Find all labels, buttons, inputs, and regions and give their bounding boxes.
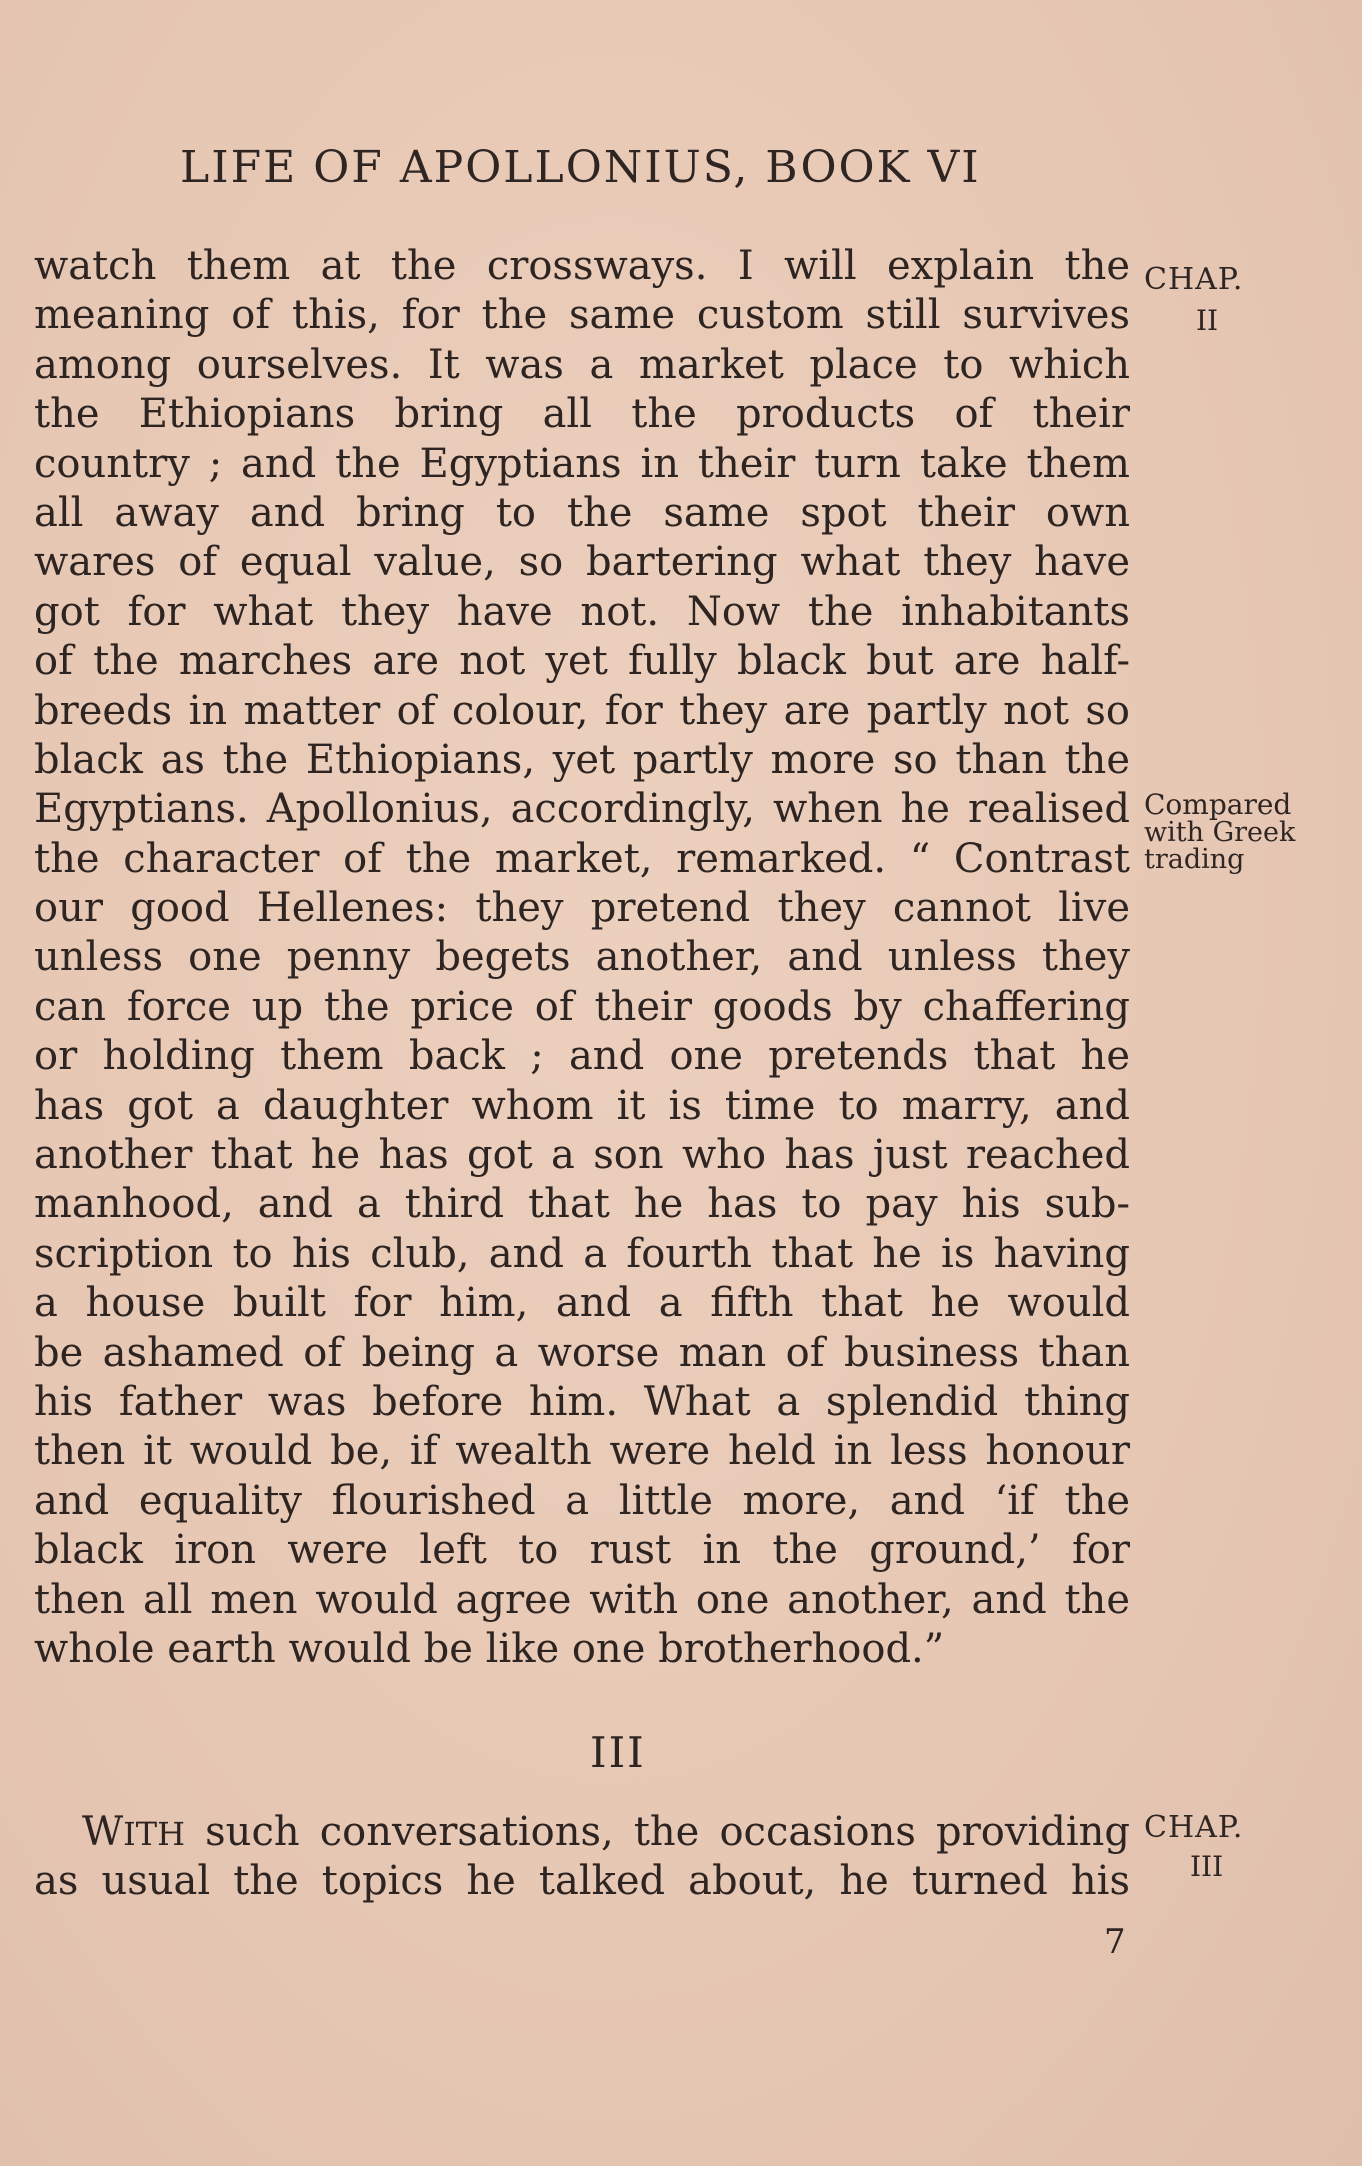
page-number: 7 — [1104, 1922, 1126, 1962]
sidenote-line: with Greek — [1144, 817, 1296, 848]
chap-label: CHAP. — [1144, 1810, 1244, 1845]
chap-number: II — [1196, 304, 1219, 337]
initial-letter: W — [82, 1809, 124, 1855]
running-head: LIFE OF APOLLONIUS, BOOK VI — [180, 142, 981, 193]
text-line: unless one penny begets another, and unless they — [34, 934, 1130, 981]
text-line — [34, 1808, 1130, 1857]
text-line: got for what they have not. Now the inhabitants — [34, 588, 1130, 635]
text-line: scription to his club, and a fourth that he is having — [34, 1230, 1130, 1277]
main-text-block — [34, 242, 1130, 1674]
text-line: breeds in matter of colour, for they are partly not so — [34, 687, 1130, 734]
text-line: or holding them back ; and one pretends that he — [34, 1033, 1130, 1080]
text-line: another that he has got a son who has just reached — [34, 1132, 1130, 1179]
text-line: meaning of this, for the same custom still survives — [34, 292, 1130, 339]
text-line: among ourselves. It was a market place to which — [34, 341, 1130, 388]
initial-word-rest: ITH — [123, 1815, 186, 1853]
line-text: such conversations, the occasions providing — [185, 1809, 1130, 1855]
text-line: wares of equal value, so bartering what they have — [34, 539, 1130, 586]
text-line: Egyptians. Apollonius, accordingly, when he realised — [34, 786, 1130, 833]
text-line: country ; and the Egyptians in their turn take them — [34, 440, 1130, 487]
text-line: then it would be, if wealth were held in less honour — [34, 1428, 1130, 1475]
chap-label: CHAP. — [1144, 262, 1244, 297]
chap-number: III — [1190, 1850, 1224, 1883]
section-text-block — [34, 1808, 1130, 1907]
text-line: then all men would agree with one another, and the — [34, 1576, 1130, 1623]
text-line: all away and bring to the same spot their own — [34, 489, 1130, 536]
text-line: the Ethiopians bring all the products of their — [34, 391, 1130, 438]
text-line: watch them at the crossways. I will explain the — [34, 243, 1130, 289]
text-line: can force up the price of their goods by chaffering — [34, 983, 1130, 1030]
sidenote — [1144, 790, 1295, 874]
text-line: of the marches are not yet fully black but are half- — [34, 638, 1130, 685]
text-line: black iron were left to rust in the ground,’ for — [34, 1527, 1130, 1574]
text-line: his father was before him. What a splendid thing — [34, 1378, 1130, 1425]
text-line: our good Hellenes: they pretend they cannot live — [34, 885, 1130, 932]
text-line: the character of the market, remarked. “ Contrast — [34, 835, 1130, 882]
text-line: and equality flourished a little more, and ‘if the — [34, 1477, 1130, 1524]
sidenote-line: Compared — [1144, 788, 1292, 821]
text-line: black as the Ethiopians, yet partly more so than the — [34, 736, 1130, 783]
section-numeral: III — [590, 1728, 646, 1777]
text-line: whole earth would be like one brotherhood.” — [34, 1625, 945, 1672]
text-line: manhood, and a third that he has to pay his sub- — [34, 1181, 1130, 1228]
text-line: as usual the topics he talked about, he turned his — [34, 1858, 1130, 1905]
text-line: be ashamed of being a worse man of business than — [34, 1329, 1130, 1376]
sidenote-line: trading — [1144, 844, 1245, 875]
text-line: has got a daughter whom it is time to marry, and — [34, 1082, 1130, 1129]
text-line: a house built for him, and a fifth that he would — [34, 1280, 1130, 1327]
